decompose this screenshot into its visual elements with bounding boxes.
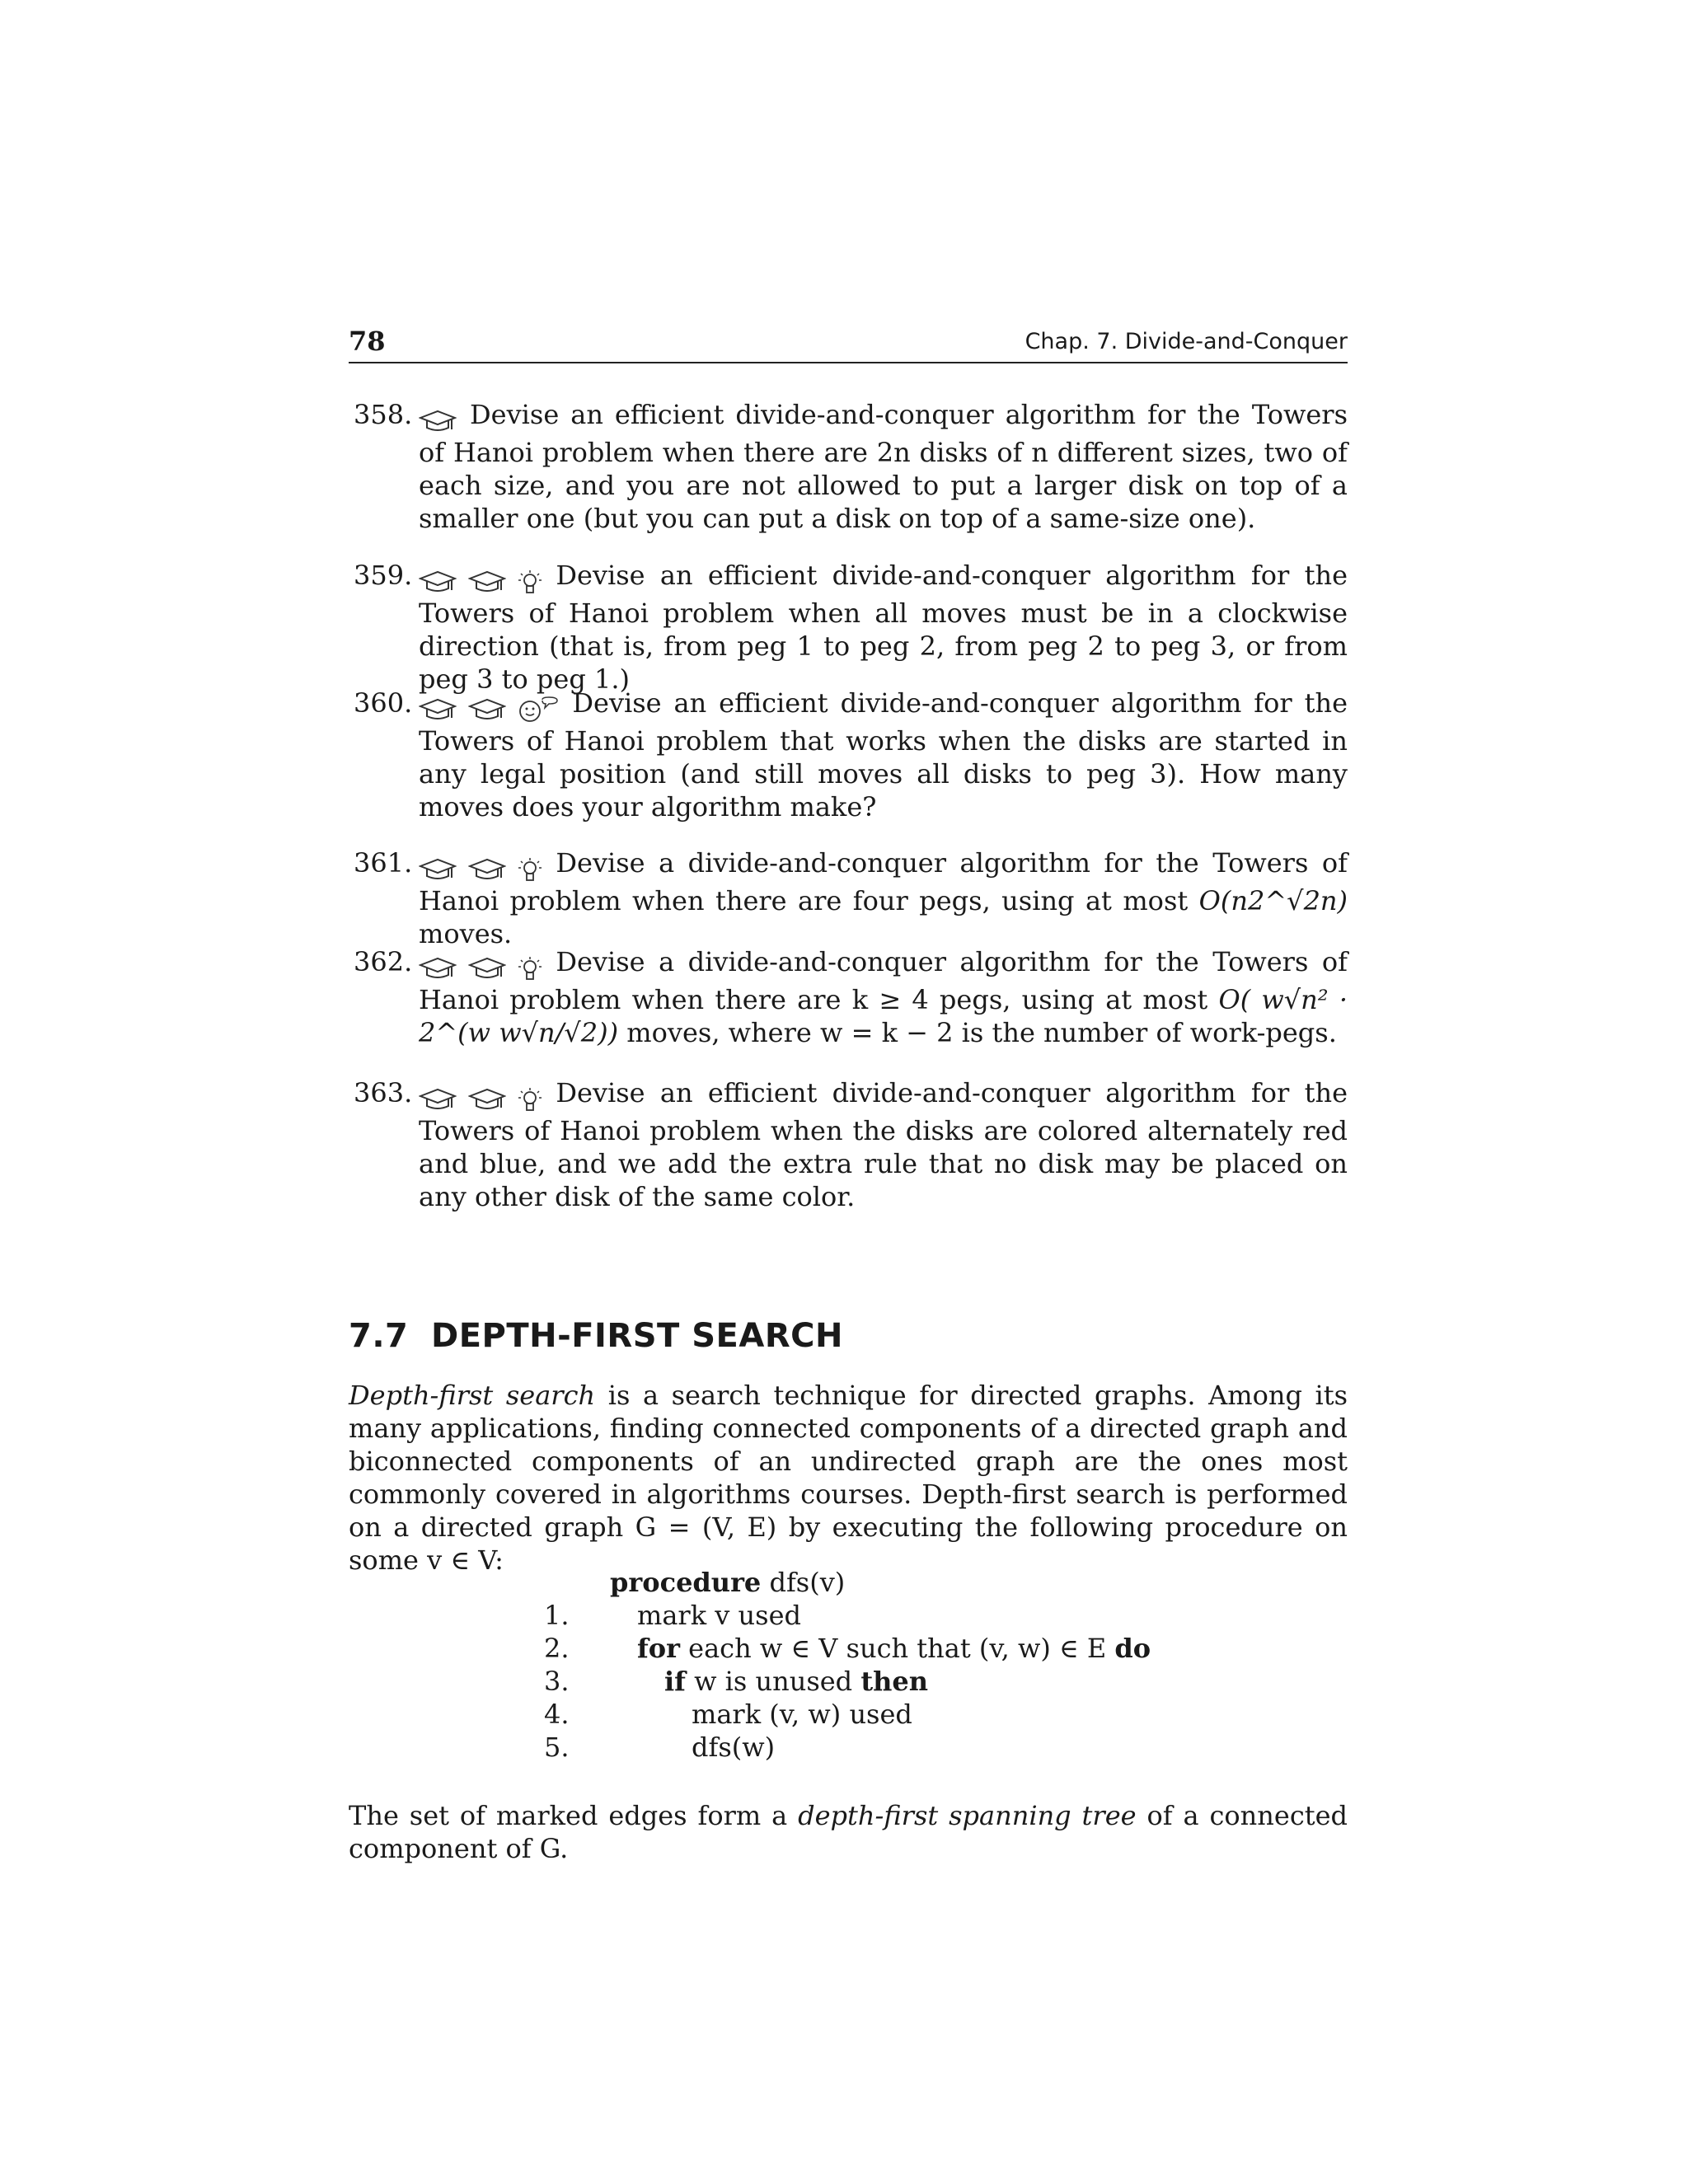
lightbulb-icon <box>518 856 542 884</box>
mortarboard-icon <box>419 957 457 982</box>
code-text: mark (v, w) used <box>692 1699 912 1730</box>
problem-number: 359. <box>354 560 413 591</box>
lightbulb-icon <box>518 1086 542 1114</box>
keyword: do <box>1114 1633 1151 1664</box>
formula: O( w√n² · 2^(w w√n/√2)) <box>419 984 1348 1048</box>
keyword: if <box>664 1666 686 1697</box>
defined-term: Depth-first search <box>349 1380 596 1411</box>
problem-text-after: moves. <box>419 918 513 949</box>
difficulty-icons <box>419 403 460 436</box>
mortarboard-icon <box>468 698 506 723</box>
code-text: mark v used <box>637 1600 801 1631</box>
paragraph-text: The set of marked edges form a <box>349 1800 788 1831</box>
procedure-signature: dfs(v) <box>769 1567 846 1598</box>
problem-number: 363. <box>354 1077 413 1108</box>
problem-363 <box>349 1076 1348 1213</box>
mortarboard-icon <box>468 1088 506 1113</box>
line-number: 1. <box>544 1600 570 1631</box>
line-number: 2. <box>544 1633 570 1664</box>
problem-number: 358. <box>354 399 413 430</box>
intro-paragraph <box>349 1379 1348 1577</box>
difficulty-icons <box>419 851 546 884</box>
keyword: then <box>860 1666 928 1697</box>
lightbulb-icon <box>518 955 542 983</box>
closing-paragraph <box>349 1799 1348 1865</box>
section-heading <box>349 1317 843 1355</box>
difficulty-icons <box>419 1081 546 1114</box>
line-number: 3. <box>544 1666 570 1697</box>
problem-number: 361. <box>354 847 413 879</box>
chapter-title: Chap. 7. Divide-and-Conquer <box>1025 329 1348 354</box>
problem-number: 360. <box>354 687 413 719</box>
mortarboard-icon <box>468 858 506 883</box>
mortarboard-icon <box>419 570 457 595</box>
problem-361 <box>349 846 1348 950</box>
procedure-header <box>544 1566 1203 1599</box>
problem-360 <box>349 687 1348 823</box>
code-text: w is unused <box>694 1666 853 1697</box>
line-number: 5. <box>544 1732 570 1763</box>
problem-362 <box>349 945 1348 1049</box>
formula: O(n2^√2n) <box>1198 885 1348 916</box>
paragraph-text: is a search technique for directed graphs. Among its many applications, finding connected components of a directed graph and biconnected components of an undirected graph are the ones most commonly covered in algorithms courses. Depth-first search is performed on a directed graph G = (V, E) by executing the following procedure on some v ∈ V: <box>349 1380 1348 1576</box>
procedure-line-2 <box>544 1632 1203 1665</box>
mortarboard-icon <box>468 570 506 595</box>
section-number: 7.7 <box>349 1317 409 1355</box>
difficulty-icons <box>419 691 562 724</box>
keyword: procedure <box>610 1567 762 1598</box>
page-number: 78 <box>349 326 386 357</box>
problem-text: Devise an efficient divide-and-conquer algorithm for the Towers of Hanoi problem when all moves must be in a clockwise direction (that is, from peg 1 to peg 2, from peg 2 to peg 3, or from peg 3 to peg 1.) <box>419 560 1348 695</box>
problem-359 <box>349 559 1348 696</box>
problem-358 <box>349 398 1348 535</box>
mortarboard-icon <box>419 410 457 434</box>
procedure-line-3 <box>544 1665 1203 1698</box>
mortarboard-icon <box>419 858 457 883</box>
procedure-line-4 <box>544 1698 1203 1731</box>
difficulty-icons <box>419 950 546 983</box>
section-title: DEPTH-FIRST SEARCH <box>431 1317 843 1355</box>
line-number: 4. <box>544 1699 570 1730</box>
defined-term: depth-first spanning tree <box>798 1800 1137 1831</box>
running-head <box>349 326 1348 363</box>
problem-text: Devise an efficient divide-and-conquer algorithm for the Towers of Hanoi problem when the disks are colored alternately red and blue, and we add the extra rule that no disk may be placed on any other disk of the same color. <box>419 1077 1348 1212</box>
paragraph-text: of a connected component of G. <box>349 1800 1348 1864</box>
lightbulb-icon <box>518 569 542 597</box>
code-text: dfs(w) <box>692 1732 776 1763</box>
procedure-listing <box>544 1566 1203 1764</box>
problem-text-after: moves, where w = k − 2 is the number of work-pegs. <box>626 1017 1337 1048</box>
problem-text: Devise a divide-and-conquer algorithm for the Towers of Hanoi problem when there are k ≥ 4 pegs, using at most <box>419 946 1348 1015</box>
smiley-speech-icon <box>518 696 559 724</box>
problem-text: Devise an efficient divide-and-conquer algorithm for the Towers of Hanoi problem when there are 2n disks of n different sizes, two of each size, and you are not allowed to put a larger disk on top of a smaller one (but you can put a disk on top of a same-size one). <box>419 399 1348 534</box>
procedure-line-1 <box>544 1599 1203 1632</box>
keyword: for <box>637 1633 680 1664</box>
procedure-line-5 <box>544 1731 1203 1764</box>
mortarboard-icon <box>468 957 506 982</box>
problem-number: 362. <box>354 946 413 977</box>
mortarboard-icon <box>419 1088 457 1113</box>
code-text: each w ∈ V such that (v, w) ∈ E <box>688 1633 1107 1664</box>
difficulty-icons <box>419 564 546 597</box>
mortarboard-icon <box>419 698 457 723</box>
problem-text: Devise an efficient divide-and-conquer algorithm for the Towers of Hanoi problem that works when the disks are started in any legal position (and still moves all disks to peg 3). How many moves does your algorithm make? <box>419 687 1348 823</box>
problem-text: Devise a divide-and-conquer algorithm for the Towers of Hanoi problem when there are four pegs, using at most <box>419 847 1348 916</box>
